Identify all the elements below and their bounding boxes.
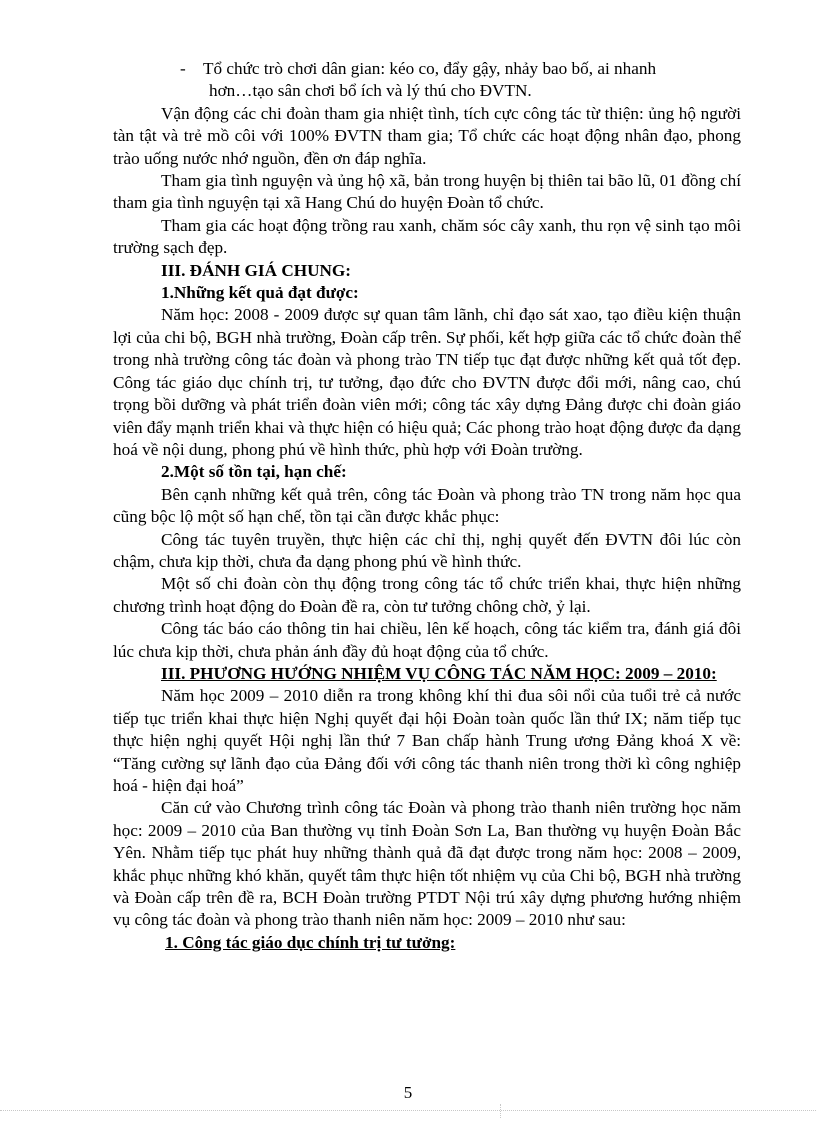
heading-general-assessment: III. ĐÁNH GIÁ CHUNG: xyxy=(161,260,352,280)
paragraph-limitation-3: Công tác báo cáo thông tin hai chiều, lên kế hoạch, công tác kiểm tra, đánh giá đôi lúc chưa kịp thời, chưa phản ánh đầy đủ hoạt động của tổ chức. xyxy=(113,619,741,661)
paragraph-volunteer: Tham gia tình nguyện và ủng hộ xã, bản trong huyện bị thiên tai bão lũ, 01 đồng chí tham gia tình nguyện tại xã Hang Chú do huyện Đoàn tổ chức. xyxy=(113,171,741,213)
paragraph-limitation-2: Một số chi đoàn còn thụ động trong công tác tổ chức triển khai, thực hiện những chương trình hoạt động do Đoàn đề ra, còn tư tưởng chông chờ, ỷ lại. xyxy=(113,574,741,616)
bullet-item-folk-games-cont xyxy=(113,80,741,102)
paragraph-limitation-1: Công tác tuyên truyền, thực hiện các chỉ thị, nghị quyết đến ĐVTN đôi lúc còn chậm, chưa kịp thời, chưa đa dạng phong phú về hình thức. xyxy=(113,529,741,571)
bullet-item-folk-games xyxy=(113,58,741,80)
paragraph-charity: Vận động các chi đoàn tham gia nhiệt tình, tích cực công tác từ thiện: ủng hộ người tàn tật và trẻ mồ côi với 100% ĐVTN tham gia; Tổ chức các hoạt động nhân đạo, phong trào uống nước nhớ nguồn, đền ơn đáp nghĩa. xyxy=(113,103,741,168)
document-page xyxy=(113,58,741,954)
paragraph-green: Tham gia các hoạt động trồng rau xanh, chăm sóc cây xanh, thu rọn vệ sinh tạo môi trường sạch đẹp. xyxy=(113,215,741,258)
page-number: 5 xyxy=(403,1083,413,1102)
bullet-line-1: Tổ chức trò chơi dân gian: kéo co, đẩy gậy, nhảy bao bố, ai nhanh xyxy=(203,59,657,78)
paragraph-direction-2: Căn cứ vào Chương trình công tác Đoàn và phong trào thanh niên trường học năm học: 2009 – 2010 của Ban thường vụ tỉnh Đoàn Sơn La, Ban thường vụ huyện Đoàn Bắc Yên. Nhằm tiếp tục phát huy những thành quả đã đạt được trong năm học: 2008 – 2009, khắc phục những khó khăn, quyết tâm thực hiện tốt nhiệm vụ của Chi bộ, BGH nhà trường và Đoàn cấp trên đề ra, BCH Đoàn trường PTDT Nội trú xây dựng phương hướng nhiệm vụ công tác đoàn và phong trào thanh niên năm học: 2009 – 2010 như sau: xyxy=(113,798,741,930)
heading-results: 1.Những kết quả đạt được: xyxy=(161,283,359,303)
heading-political-education: 1. Công tác giáo dục chính trị tư tưởng: xyxy=(165,932,456,952)
heading-limitations: 2.Một số tồn tại, hạn chế: xyxy=(161,462,347,482)
page-footer-tick xyxy=(500,1104,501,1118)
heading-direction: III. PHƯƠNG HƯỚNG NHIỆM VỤ CÔNG TÁC NĂM HỌC: 2009 – 2010: xyxy=(161,663,717,683)
page-footer-rule xyxy=(0,1110,816,1111)
bullet-dash: - xyxy=(180,59,186,78)
bullet-line-2: hơn…tạo sân chơi bổ ích và lý thú cho ĐVTN. xyxy=(209,81,532,101)
paragraph-direction-1: Năm học 2009 – 2010 diễn ra trong không khí thi đua sôi nổi của tuổi trẻ cả nước tiếp tục triển khai thực hiện Nghị quyết đại hội Đoàn toàn quốc lần thứ IX; năm tiếp tục thực hiện nghị quyết Hội nghị lần thứ 7 Ban chấp hành Trung ương Đảng khoá X về: “Tăng cường sự lãnh đạo của Đảng đối với công tác thanh niên trong thời kì công nghiệp hoá - hiện đại hoá” xyxy=(113,686,741,795)
paragraph-limitations-intro: Bên cạnh những kết quả trên, công tác Đoàn và phong trào TN trong năm học qua cũng bộc lộ một số hạn chế, tồn tại cần được khắc phục: xyxy=(113,484,741,527)
paragraph-results: Năm học: 2008 - 2009 được sự quan tâm lãnh, chỉ đạo sát xao, tạo điều kiện thuận lợi của chi bộ, BGH nhà trường, Đoàn cấp trên. Sự phối, kết hợp giữa các tổ chức đoàn thể trong nhà trường công tác đoàn và phong trào TN tiếp tục đạt được những kết quả tốt đẹp. Công tác giáo dục chính trị, tư tưởng, đạo đức cho ĐVTN được đổi mới, nâng cao, chú trọng bồi dưỡng và phát triển đoàn viên mới; công tác xây dựng Đảng được chi đoàn giáo viên đẩy mạnh triển khai và thực hiện có hiệu quả; Các phong trào hoạt động được đa dạng hoá về nội dung, phong phú về hình thức, phù hợp với Đoàn trường. xyxy=(113,305,741,459)
